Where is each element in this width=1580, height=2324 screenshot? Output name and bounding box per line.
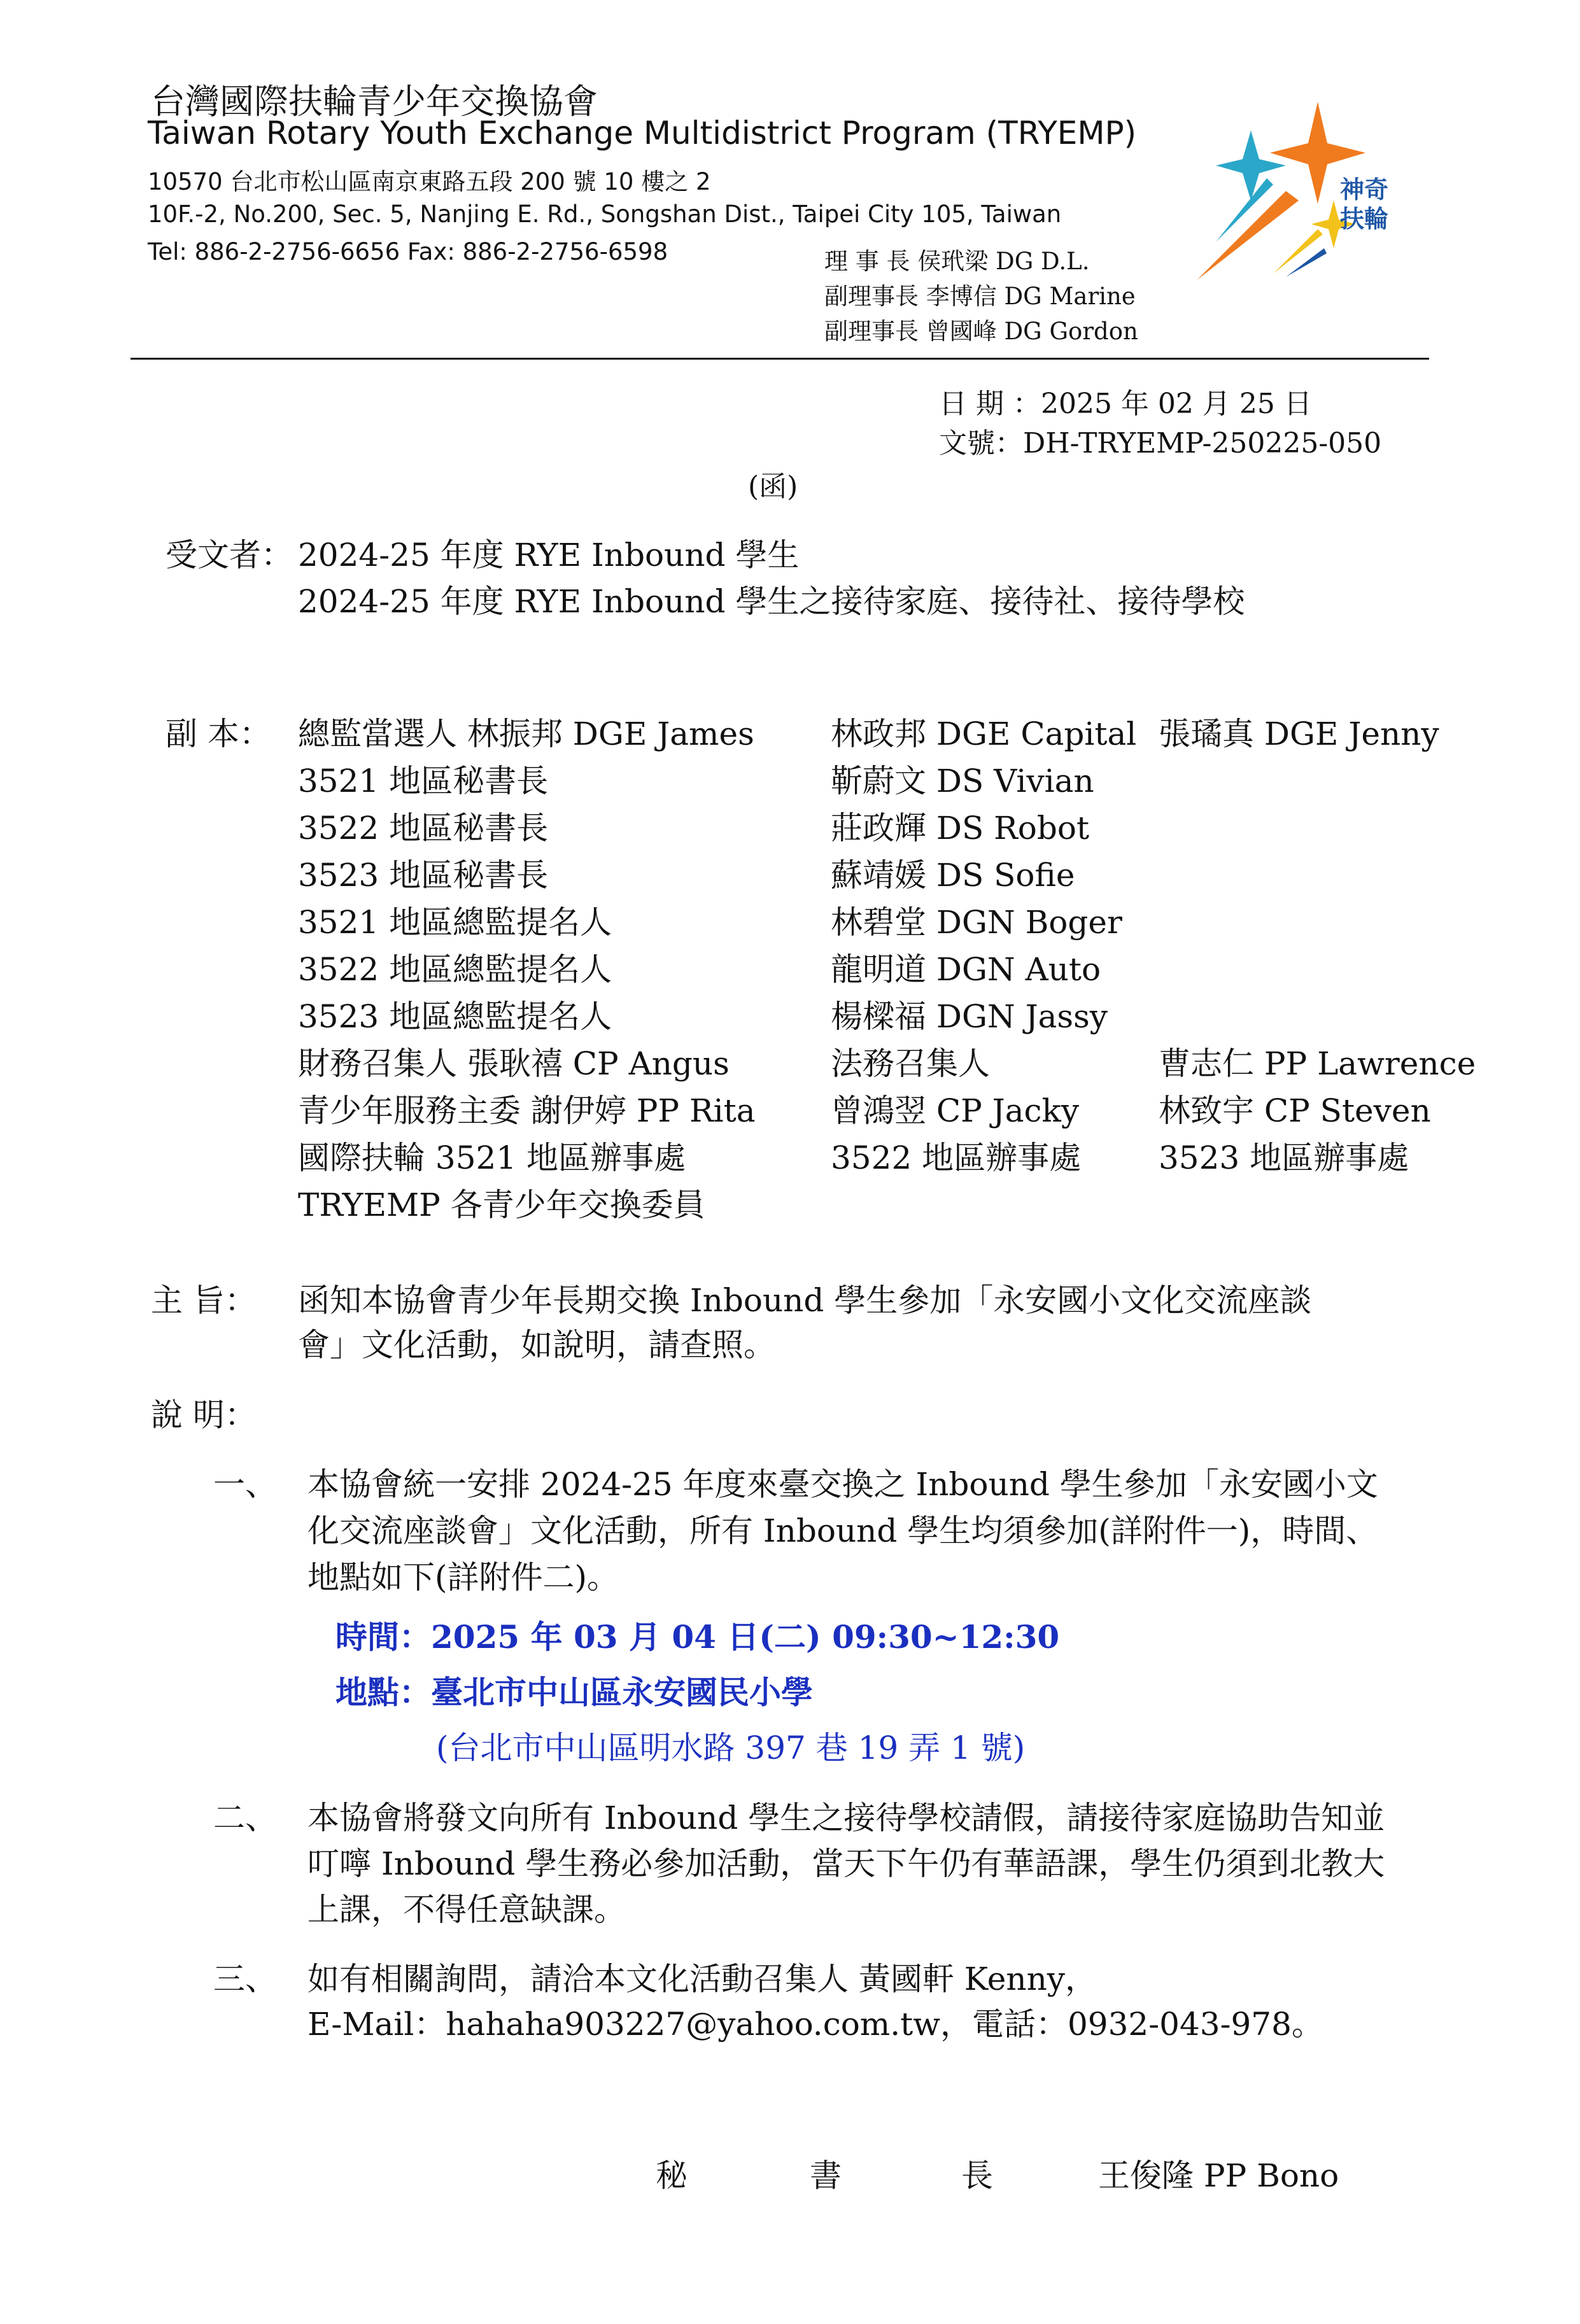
org-name-zh: 台灣國際扶輪青少年交換協會 (151, 81, 598, 122)
recipient-line-1: 2024-25 年度 RYE Inbound 學生 (298, 537, 800, 574)
cc-entry: 林致宇 CP Steven (1159, 1092, 1431, 1129)
officer-chairman: 理 事 長 侯玳梁 DG D.L. (824, 248, 1090, 275)
subject-line-1: 函知本協會青少年長期交換 Inbound 學生參加「永安國小文化交流座談 (298, 1282, 1312, 1319)
cc-entry: 莊政輝 DS Robot (831, 810, 1090, 847)
cc-entry: 龍明道 DGN Auto (831, 951, 1101, 988)
logo-text-1: 神奇 (1340, 176, 1389, 204)
cc-entry: TRYEMP 各青少年交換委員 (298, 1187, 705, 1223)
signature-title-char-2: 書 (810, 2157, 842, 2194)
cc-entry: 3523 地區總監提名人 (298, 998, 612, 1035)
officer-vice-1: 副理事長 李博信 DG Marine (824, 283, 1136, 310)
org-name-en: Taiwan Rotary Youth Exchange Multidistrict Program (TRYEMP) (148, 115, 1137, 151)
signature-title-char-3: 長 (961, 2157, 993, 2194)
recipients-label: 受文者： (166, 537, 293, 574)
explanation-label: 說 明： (151, 1397, 257, 1433)
address-en: 10F.-2, No.200, Sec. 5, Nanjing E. Rd., Songshan Dist., Taipei City 105, Taiwan (148, 201, 1062, 228)
item-3-line-1: 如有相關詢問，請洽本文化活動召集人 黃國軒 Kenny， (307, 1961, 1097, 1997)
cc-entry: 楊樑福 DGN Jassy (831, 998, 1108, 1035)
cc-label: 副 本： (166, 715, 271, 752)
event-address: (台北市中山區明水路 397 巷 19 弄 1 號) (436, 1729, 1026, 1766)
letter-type: (函) (748, 470, 798, 503)
cc-entry: 3522 地區秘書長 (298, 810, 549, 847)
item-1-number: 一、 (213, 1466, 277, 1503)
cc-entry: 3522 地區總監提名人 (298, 951, 612, 988)
cc-entry: 國際扶輪 3521 地區辦事處 (298, 1139, 686, 1176)
signature-name: 王俊隆 PP Bono (1098, 2157, 1339, 2194)
doc-number: 文號：DH-TRYEMP-250225-050 (939, 427, 1382, 460)
event-time: 時間：2025 年 03 月 04 日(二) 09:30~12:30 (335, 1618, 1060, 1656)
item-2-line-3: 上課，不得任意缺課。 (307, 1891, 626, 1928)
doc-date: 日 期 ：2025 年 02 月 25 日 (939, 388, 1312, 420)
cc-entry: 青少年服務主委 謝伊婷 PP Rita (298, 1092, 756, 1129)
officer-vice-2: 副理事長 曾國峰 DG Gordon (824, 318, 1138, 345)
recipient-line-2: 2024-25 年度 RYE Inbound 學生之接待家庭、接待社、接待學校 (298, 583, 1245, 620)
item-3-line-2: E-Mail：hahaha903227@yahoo.com.tw，電話：0932-043-978。 (307, 2006, 1323, 2043)
cc-entry: 曹志仁 PP Lawrence (1159, 1045, 1476, 1082)
logo-text-2: 扶輪 (1340, 205, 1389, 233)
item-3-number: 三、 (213, 1961, 277, 1997)
rotary-stars-logo-icon (1190, 95, 1432, 286)
cc-entry: 財務召集人 張耿禧 CP Angus (298, 1045, 730, 1082)
item-1-line-3: 地點如下(詳附件二)。 (307, 1559, 619, 1596)
cc-entry: 曾鴻翌 CP Jacky (831, 1092, 1080, 1129)
item-1-line-1: 本協會統一安排 2024-25 年度來臺交換之 Inbound 學生參加「永安國小文 (307, 1466, 1378, 1503)
item-2-line-2: 叮嚀 Inbound 學生務必參加活動，當天下午仍有華語課，學生仍須到北教大 (307, 1845, 1385, 1882)
cc-entry: 法務召集人 (831, 1045, 990, 1082)
address-zh: 10570 台北市松山區南京東路五段 200 號 10 樓之 2 (148, 168, 711, 195)
contact-info: Tel: 886-2-2756-6656 Fax: 886-2-2756-6598 (148, 238, 668, 265)
cc-entry: 3523 地區秘書長 (298, 857, 549, 894)
cc-entry: 3521 地區總監提名人 (298, 904, 612, 941)
item-2-line-1: 本協會將發文向所有 Inbound 學生之接待學校請假，請接待家庭協助告知並 (307, 1799, 1385, 1836)
subject-label: 主 旨： (151, 1282, 257, 1319)
cc-entry: 林政邦 DGE Capital (831, 715, 1137, 752)
cc-entry: 3523 地區辦事處 (1159, 1139, 1409, 1176)
cc-entry: 總監當選人 林振邦 DGE James (298, 715, 754, 752)
subject-line-2: 會」文化活動，如說明，請查照。 (298, 1327, 775, 1363)
cc-entry: 3522 地區辦事處 (831, 1139, 1082, 1176)
cc-entry: 林碧堂 DGN Boger (831, 904, 1122, 941)
item-2-number: 二、 (213, 1799, 277, 1836)
cc-entry: 張璚真 DGE Jenny (1159, 715, 1439, 752)
signature-title-char-1: 秘 (656, 2157, 688, 2194)
header-divider (130, 358, 1429, 360)
cc-entry: 3521 地區秘書長 (298, 763, 549, 799)
cc-entry: 蘇靖媛 DS Sofie (831, 857, 1075, 894)
event-place: 地點：臺北市中山區永安國民小學 (335, 1673, 813, 1711)
cc-entry: 靳蔚文 DS Vivian (831, 763, 1094, 799)
item-1-line-2: 化交流座談會」文化活動，所有 Inbound 學生均須參加(詳附件一)，時間、 (307, 1512, 1378, 1549)
